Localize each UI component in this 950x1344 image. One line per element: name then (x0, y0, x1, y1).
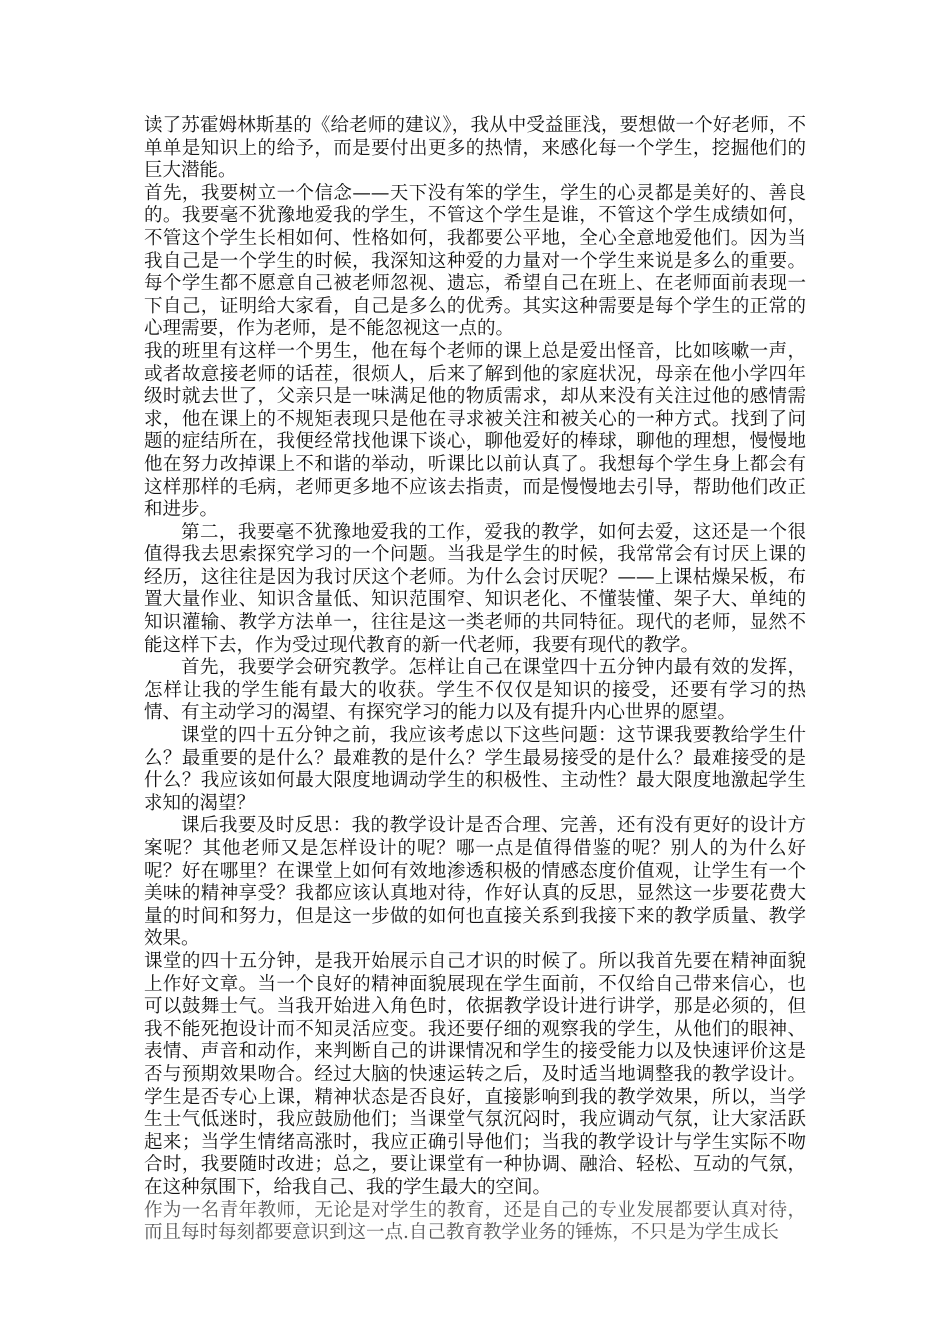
paragraph-first-belief: 首先，我要树立一个信念——天下没有笨的学生，学生的心灵都是美好的、善良的。我要毫不犹豫地爱我的学生，不管这个学生是谁，不管这个学生成绩如何，不管这个学生长相如何、性格如何，我都要公平地，全心全意地爱他们。因为当我自己是一个学生的时候，我深知这种爱的力量对一个学生来说是多么的重要。每个学生都不愿意自己被老师忽视、遗忘，希望自己在班上、在老师面前表现一下自己，证明给大家看，自己是多么的优秀。其实这种需要是每个学生的正常的心理需要，作为老师，是不能忽视这一点的。 (144, 182, 806, 340)
paragraph-research-teaching: 首先，我要学会研究教学。怎样让自己在课堂四十五分钟内最有效的发挥，怎样让我的学生能有最大的收获。学生不仅仅是知识的接受，还要有学习的热情、有主动学习的渴望、有探究学习的能力以及有提升内心世界的愿望。 (144, 657, 806, 724)
paragraph-young-teacher: 作为一名青年教师，无论是对学生的教育，还是自己的专业发展都要认真对待，而且每时每刻都要意识到这一点.自己教育教学业务的锤炼，不只是为学生成长 (144, 1199, 806, 1244)
document-body (144, 115, 806, 1245)
paragraph-after-class: 课后我要及时反思：我的教学设计是否合理、完善，还有没有更好的设计方案呢？其他老师又是怎样设计的呢？哪一点是值得借鉴的呢？别人的为什么好呢？好在哪里？在课堂上如何有效地渗透积极的情感态度价值观，让学生有一个美味的精神享受？我都应该认真地对待，作好认真的反思，显然这一步要花费大量的时间和努力，但是这一步做的如何也直接关系到我接下来的教学质量、教学效果。 (144, 815, 806, 950)
paragraph-student-story: 我的班里有这样一个男生，他在每个老师的课上总是爱出怪音，比如咳嗽一声，或者故意接老师的话茬，很烦人，后来了解到他的家庭状况，母亲在他小学四年级时就去世了，父亲只是一味满足他的物质需求，却从来没有关注过他的感情需求，他在课上的不规矩表现只是他在寻求被关注和被关心的一种方式。找到了问题的症结所在，我便经常找他课下谈心，聊他爱好的棒球，聊他的理想，慢慢地他在努力改掉课上不和谐的举动，听课比以前认真了。我想每个学生身上都会有这样那样的毛病，老师更多地不应该去指责，而是慢慢地去引导，帮助他们改正和进步。 (144, 340, 806, 521)
paragraph-intro: 读了苏霍姆林斯基的《给老师的建议》，我从中受益匪浅，要想做一个好老师，不单单是知识上的给予，而是要付出更多的热情，来感化每一个学生，挖掘他们的巨大潜能。 (144, 115, 806, 182)
paragraph-second-love-work: 第二，我要毫不犹豫地爱我的工作，爱我的教学，如何去爱，这还是一个很值得我去思索探究学习的一个问题。当我是学生的时候，我常常会有讨厌上课的经历，这往往是因为我讨厌这个老师。为什么会讨厌呢？——上课枯燥呆板，布置大量作业、知识含量低、知识范围窄、知识老化、不懂装懂、架子大、单纯的知识灌输、教学方法单一，往往是这一类老师的共同特征。现代的老师，显然不能这样下去，作为受过现代教育的新一代老师，我要有现代的教学。 (144, 521, 806, 656)
paragraph-in-class: 课堂的四十五分钟，是我开始展示自己才识的时候了。所以我首先要在精神面貌上作好文章。当一个良好的精神面貌展现在学生面前，不仅给自己带来信心，也可以鼓舞士气。当我开始进入角色时，依据教学设计进行讲学，那是必须的，但我不能死抱设计而不知灵活应变。我还要仔细的观察我的学生，从他们的眼神、表情、声音和动作，来判断自己的讲课情况和学生的接受能力以及快速评价这是否与预期效果吻合。经过大脑的快速运转之后，及时适当地调整我的教学设计。学生是否专心上课，精神状态是否良好，直接影响到我的教学效果，所以，当学生士气低迷时，我应鼓励他们；当课堂气氛沉闷时，我应调动气氛，让大家活跃起来；当学生情绪高涨时，我应正确引导他们；当我的教学设计与学生实际不吻合时，我要随时改进；总之，要让课堂有一种协调、融洽、轻松、互动的气氛，在这种氛围下，给我自己、我的学生最大的空间。 (144, 950, 806, 1198)
paragraph-before-class: 课堂的四十五分钟之前，我应该考虑以下这些问题：这节课我要教给学生什么？最重要的是什么？最难教的是什么？学生最易接受的是什么？最难接受的是什么？我应该如何最大限度地调动学生的积极性、主动性？最大限度地激起学生求知的渴望？ (144, 725, 806, 814)
